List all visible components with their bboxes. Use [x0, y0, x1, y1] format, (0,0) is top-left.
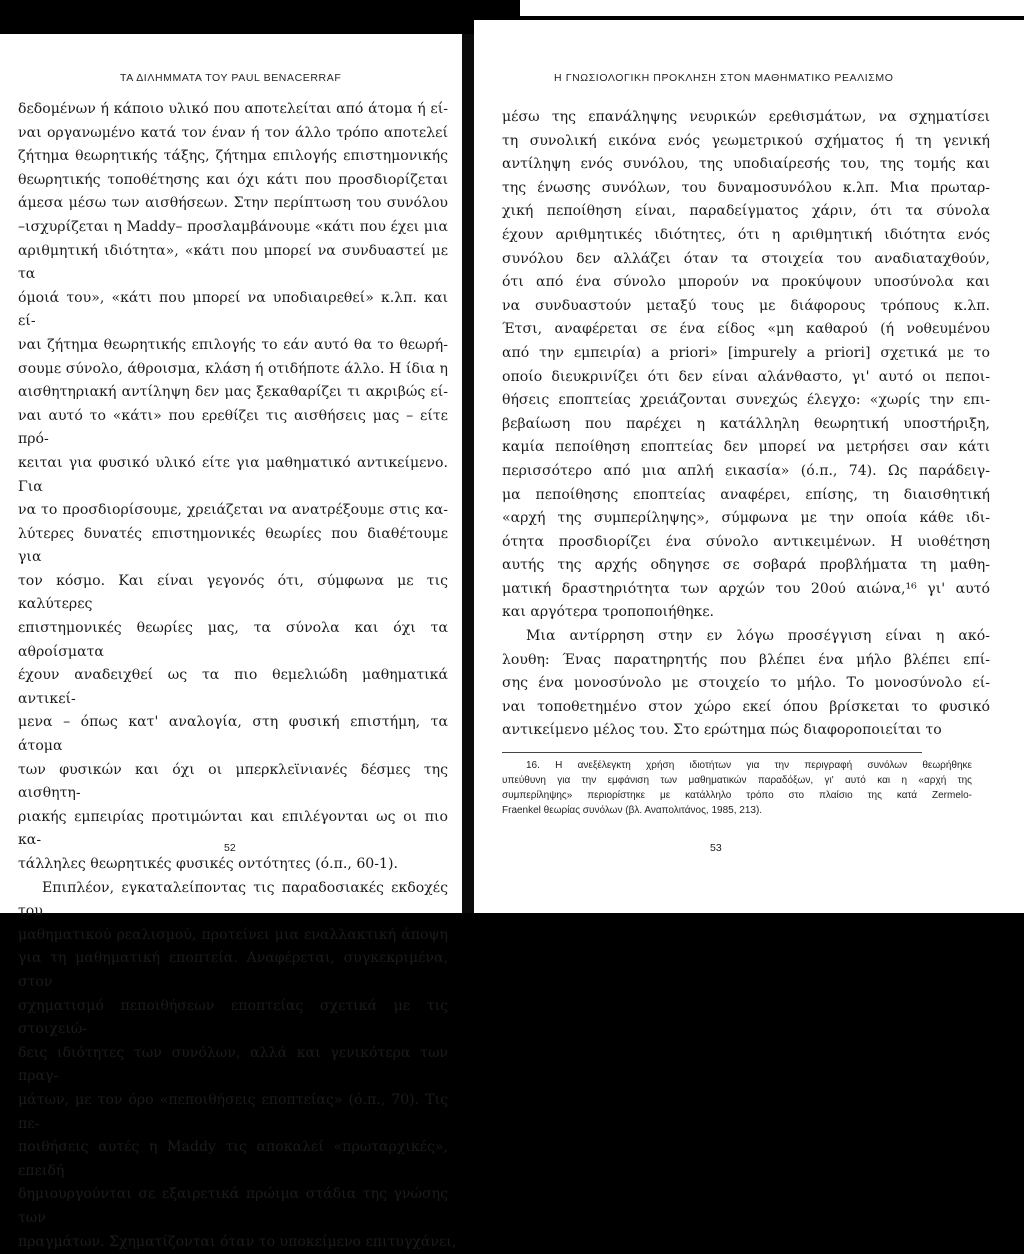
text-line: να το προσδιορίσουμε, χρειάζεται να ανατρέξουμε στις κα- — [18, 499, 448, 523]
text-line: αριθμητική ιδιότητα», «κάτι που μπορεί να συνδυαστεί με τα — [18, 240, 448, 287]
text-line: κειται για φυσικό υλικό είτε για μαθηματικό αντικείμενο. Για — [18, 452, 448, 499]
text-line: τη συνολική εικόνα ενός γεωμετρικού σχήματος ή τη γενική — [502, 130, 990, 154]
text-line: έχουν αναδειχθεί ως τα πιο θεμελιώδη μαθηματικά αντικεί- — [18, 664, 448, 711]
text-line: περισσότερο από μια απλή εικασία» (ό.π., 74). Ως παράδειγ- — [502, 460, 990, 484]
text-line: δεδομένων ή κάποιο υλικό που αποτελείται από άτομα ή εί- — [18, 98, 448, 122]
footnote-line: 16. Η ανεξέλεγκτη χρήση ιδιοτήτων για την περιγραφή συνόλων θεωρήθηκε — [502, 758, 972, 773]
text-line: για τη μαθηματική εποπτεία. Αναφέρεται, συγκεκριμένα, στον — [18, 947, 448, 994]
text-line: και αργότερα τροποποιήθηκε. — [502, 601, 990, 625]
text-line: μαθηματικού ρεαλισμού, προτείνει μια εναλλακτική άποψη — [18, 924, 448, 948]
text-line: των φυσικών και όχι οι μπερκλεϊνιανές δέσμες της αισθητη- — [18, 759, 448, 806]
text-line: δεις ιδιότητες των συνόλων, αλλά και γενικότερα των πραγ- — [18, 1042, 448, 1089]
left-page — [0, 34, 462, 913]
right-running-head: Η ΓΝΩΣΙΟΛΟΓΙΚΗ ΠΡΟΚΛΗΣΗ ΣΤΟΝ ΜΑΘΗΜΑΤΙΚΟ ΡΕΑΛΙΣΜΟ — [554, 72, 893, 84]
text-line: από την εμπειρία) a priori» [impurely a priori] σχετικά με το — [502, 342, 990, 366]
text-line: ότητα προσδιορίζει ένα σύνολο αντικειμένων. Η υιοθέτηση — [502, 531, 990, 555]
text-line: ναι αυτό το «κάτι» που ερεθίζει τις αισθήσεις μας – είτε πρό- — [18, 405, 448, 452]
text-line: ριακής εμπειρίας προτιμώνται και επιλέγονται ως οι πιο κα- — [18, 806, 448, 853]
text-line: αντικείμενο μέλος του. Στο ερώτημα πώς διαφοροποιείται το — [502, 719, 990, 743]
footnote — [502, 758, 972, 818]
text-line: σουμε σύνολο, άθροισμα, κλάση ή οτιδήποτε άλλο. Η ίδια η — [18, 358, 448, 382]
text-line: ναι τοποθετημένο στον χώρο εκεί όπου βρίσκεται το φυσικό — [502, 696, 990, 720]
text-line: της ένωσης συνόλων, του δυναμοσυνόλου κ.λπ. Μια πρωταρ- — [502, 177, 990, 201]
text-line: οποίο διευκρινίζει ότι δεν είναι αλάνθαστο, γι' αυτό οι πεποι- — [502, 366, 990, 390]
text-line: μα πεποίθησης εποπτείας αναφέρει, επίσης, τη διαισθητική — [502, 484, 990, 508]
left-body-text — [18, 98, 448, 1254]
left-page-number: 52 — [224, 842, 236, 854]
text-line: μενα – όπως κατ' αναλογία, στη φυσική επιστήμη, τα άτομα — [18, 711, 448, 758]
text-line: αισθητηριακή αντίληψη δεν μας ξεκαθαρίζει τι ακριβώς εί- — [18, 381, 448, 405]
text-line: ναι οργανωμένο κατά τον έναν ή τον άλλο τρόπο αποτελεί — [18, 122, 448, 146]
top-edge-strip — [520, 0, 1024, 16]
text-line: λουθη: Ένας παρατηρητής που βλέπει ένα μήλο βλέπει επί- — [502, 649, 990, 673]
text-line: θεωρητικής τοποθέτησης και όχι κάτι που προσδιορίζεται — [18, 169, 448, 193]
text-line: «αρχή της συμπερίληψης», σύμφωνα με την οποία κάθε ιδι- — [502, 507, 990, 531]
text-line: ότι από ένα σύνολο μπορούν να προκύψουν υποσύνολα και — [502, 271, 990, 295]
text-line: σχηματισμό πεποιθήσεων εποπτείας σχετικά με τις στοιχειώ- — [18, 995, 448, 1042]
text-line: μέσω της επανάληψης νευρικών ερεθισμάτων, να σχηματίσει — [502, 106, 990, 130]
right-page — [474, 20, 1024, 913]
text-line: Μια αντίρρηση στην εν λόγω προσέγγιση είναι η ακό- — [502, 625, 990, 649]
right-body-text — [502, 106, 990, 743]
text-line: ματική δραστηριότητα των αρχών του 20ού αιώνα,¹⁶ γι' αυτό — [502, 578, 990, 602]
footnote-line: συμπερίληψης» περιορίστηκε με κατάλληλο τρόπο στο πλαίσιο της κατά Zermelo- — [502, 788, 972, 803]
text-line: –ισχυρίζεται η Maddy– προσλαμβάνουμε «κάτι που έχει μια — [18, 216, 448, 240]
text-line: ζήτημα θεωρητικής τάξης, ζήτημα επιλογής επιστημονικής — [18, 145, 448, 169]
text-line: ναι ζήτημα θεωρητικής επιλογής το εάν αυτό θα το θεωρή- — [18, 334, 448, 358]
footnote-line: υπεύθυνη για την εμφάνιση των μαθηματικών παραδόξων, γι' αυτό και η «αρχή της — [502, 773, 972, 788]
right-page-number: 53 — [710, 842, 722, 854]
text-line: άμεσα μέσω των αισθήσεων. Στην περίπτωση του συνόλου — [18, 192, 448, 216]
text-line: λύτερες δυνατές επιστημονικές θεωρίες που διαθέτουμε για — [18, 523, 448, 570]
text-line: χική πεποίθηση είναι, παραδείγματος χάριν, ότι τα σύνολα — [502, 200, 990, 224]
text-line: αντίληψη ενός συνόλου, της υποδιαίρεσής του, της τομής και — [502, 153, 990, 177]
text-line: θήσεις εποπτείας χρειάζονται συνεχώς έλεγχο: «χωρίς την επι- — [502, 389, 990, 413]
book-gutter — [462, 34, 474, 913]
text-line: ποιθήσεις αυτές η Maddy τις αποκαλεί «πρωταρχικές», επειδή — [18, 1136, 448, 1183]
footnote-line: Fraenkel θεωρίας συνόλων (βλ. Αναπολιτάνος, 1985, 213). — [502, 803, 972, 818]
text-line: έχουν αριθμητικές ιδιότητες, ότι η αριθμητική ιδιότητα ενός — [502, 224, 990, 248]
text-line: όμοιά του», «κάτι που μπορεί να υποδιαιρεθεί» κ.λπ. και εί- — [18, 287, 448, 334]
footnote-rule — [502, 752, 922, 753]
text-line: δημιουργούνται σε εξαιρετικά πρώιμα στάδια της γνώσης των — [18, 1183, 448, 1230]
text-line: επιστημονικές θεωρίες μας, τα σύνολα και όχι τα αθροίσματα — [18, 617, 448, 664]
text-line: καμία πεποίθηση εποπτείας δεν μπορεί να μετρήσει σαν κάτι — [502, 436, 990, 460]
text-line: μάτων, με τον όρο «πεποιθήσεις εποπτείας» (ό.π., 70). Τις πε- — [18, 1089, 448, 1136]
text-line: Έτσι, αναφέρεται σε ένα είδος «μη καθαρού (ή νοθευμένου — [502, 318, 990, 342]
text-line: αυτής της αρχής οδηγησε σε σοβαρά προβλήματα τη μαθη- — [502, 554, 990, 578]
text-line: Επιπλέον, εγκαταλείποντας τις παραδοσιακές εκδοχές του — [18, 877, 448, 924]
text-line: βεβαίωση που παρέχει η κατάλληλη θεωρητική υποστήριξη, — [502, 413, 990, 437]
text-line: σης ένα μονοσύνολο με στοιχείο το μήλο. Το μονοσύνολο εί- — [502, 672, 990, 696]
text-line: πραγμάτων. Σχηματίζονται όταν το υποκείμενο επιτυγχάνει, — [18, 1231, 448, 1254]
text-line: συνόλου δεν αλλάζει όταν τα στοιχεία του αναδιαταχθούν, — [502, 248, 990, 272]
text-line: τάλληλες θεωρητικές φυσικές οντότητες (ό.π., 60-1). — [18, 853, 448, 877]
text-line: τον κόσμο. Και είναι γεγονός ότι, σύμφωνα με τις καλύτερες — [18, 570, 448, 617]
left-running-head: ΤΑ ΔΙΛΗΜΜΑΤΑ ΤΟΥ PAUL BENACERRAF — [120, 72, 341, 84]
text-line: να συνδυαστούν μεταξύ τους με διάφορους τρόπους κ.λπ. — [502, 295, 990, 319]
